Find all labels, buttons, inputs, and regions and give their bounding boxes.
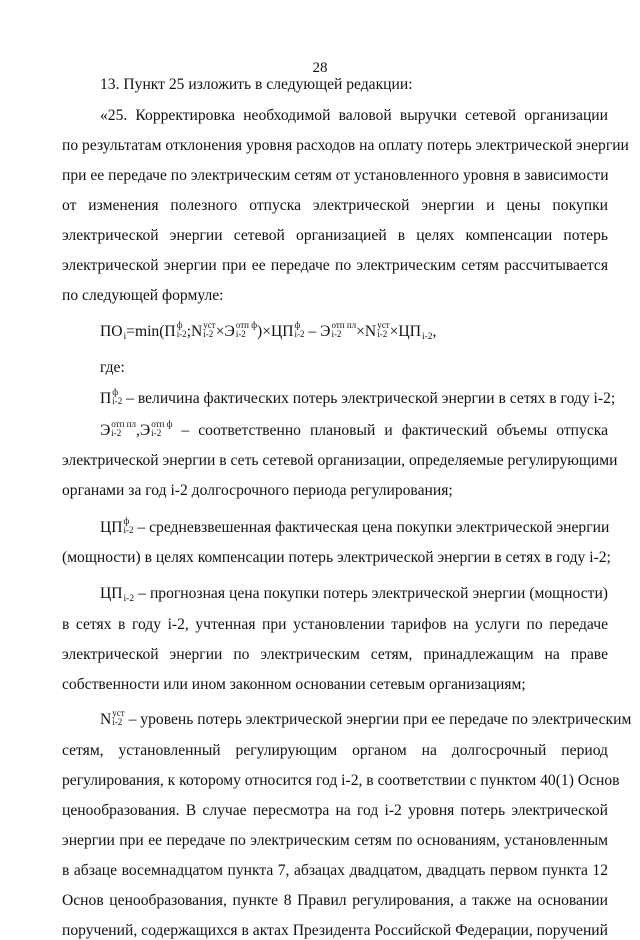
intro-line: по следующей формуле:: [62, 287, 224, 304]
intro-line: электрической энергии при ее передаче по электрическим сетям рассчитывается: [62, 257, 608, 274]
formula-n2: ×N: [356, 323, 377, 340]
definition-e-line: электрической энергии в сеть сетевой организации, определяемые регулирующими: [62, 452, 618, 469]
definition-n-line: в абзаце восемнадцатом пункта 7, абзацах двадцатом, двадцать первом пункта 12: [62, 862, 608, 879]
formula-min: =min(П: [126, 323, 176, 340]
formula-n: ;N: [186, 323, 203, 340]
formula-cp: )×ЦП: [257, 323, 294, 340]
definition-e: Э отп пл i-2 ,Э отп ф i-2 – соответственно плановый и фактический объемы отпуска: [100, 419, 608, 439]
formula-cp2: ×ЦП: [389, 323, 421, 340]
formula-cp-indices: ф i-2: [294, 320, 305, 340]
formula-e2-indices: отп пл i-2: [331, 320, 357, 340]
definition-cpf-line: (мощности) в целях компенсации потерь электрической энергии в сетях в году i-2;: [62, 549, 611, 566]
definition-n-line: ценообразования. В случае пересмотра на год i-2 уровня потерь электрической: [62, 802, 608, 819]
formula-n2-indices: уст i-2: [377, 320, 390, 340]
definition-p: П ф i-2 – величина фактических потерь электрической энергии в сетях в году i-2;: [100, 387, 616, 407]
definition-n-line: энергии при ее передаче по электрическим сетям по основаниям, установленным: [62, 832, 608, 849]
formula-cp2-sub: i-2: [421, 332, 433, 342]
formula-e2: – Э: [304, 323, 331, 340]
definition-n: N уст i-2 – уровень потерь электрической энергии при ее передаче по электрическим: [100, 708, 632, 728]
intro-line: «25. Корректировка необходимой валовой выручки сетевой организации: [100, 107, 608, 124]
definition-n-line: Основ ценообразования, пункте 8 Правил регулирования, а также на основании: [62, 892, 608, 909]
loss-formula: $ПО_i=\min(П$ ф i-2 ;N уст i-2 ×Э отп ф i-2 )×ЦП ф i-2 – Э отп пл i-2 ×N уст i-2 $\times ЦП_{i-2}$,: [100, 320, 437, 342]
formula-e: ×Э: [215, 323, 235, 340]
heading-item: 13. Пункт 25 изложить в следующей редакции:: [100, 76, 413, 93]
page-number: 28: [312, 60, 328, 76]
intro-line: от изменения полезного отпуска электрической энергии и цены покупки: [62, 197, 608, 214]
definition-e-line: органами за год i-2 долгосрочного периода регулирования;: [62, 482, 453, 499]
where-label: где:: [100, 359, 125, 376]
definition-n-line: регулирования, к которому относится год i-2, в соответствии с пунктом 40(1) Основ: [62, 772, 620, 789]
formula-n-indices: уст i-2: [203, 320, 216, 340]
definition-cp-line: электрической энергии по электрическим сетям, принадлежащим на праве: [62, 646, 608, 663]
definition-cpf: ЦП ф i-2 – средневзвешенная фактическая цена покупки электрической энергии: [100, 516, 610, 536]
definition-n-line: сетям, установленный регулирующим органом на долгосрочный период: [62, 742, 608, 759]
intro-line: при ее передаче по электрическим сетям от установленного уровня в зависимости: [62, 167, 609, 184]
formula-e-indices: отп ф i-2: [235, 320, 258, 340]
definition-cp-line: собственности или ином законном основании сетевым организациям;: [62, 676, 526, 693]
intro-line: электрической энергии сетевой организацией в целях компенсации потерь: [62, 227, 608, 244]
definition-n-line: поручений, содержащихся в актах Президента Российской Федерации, поручений: [62, 922, 608, 939]
formula-lhs-sub: i: [123, 332, 127, 342]
definition-cp: $ЦП_{i-2}$ – прогнозная цена покупки потерь электрической энергии (мощности): [100, 585, 608, 604]
definition-cp-line: в сетях в году i-2, учтенная при установлении тарифов на услуги по передаче: [62, 616, 608, 633]
intro-line: по результатам отклонения уровня расходов на оплату потерь электрической энергии: [62, 137, 629, 154]
formula-lhs: ПО: [100, 323, 123, 340]
formula-p-indices: ф i-2: [176, 320, 187, 340]
